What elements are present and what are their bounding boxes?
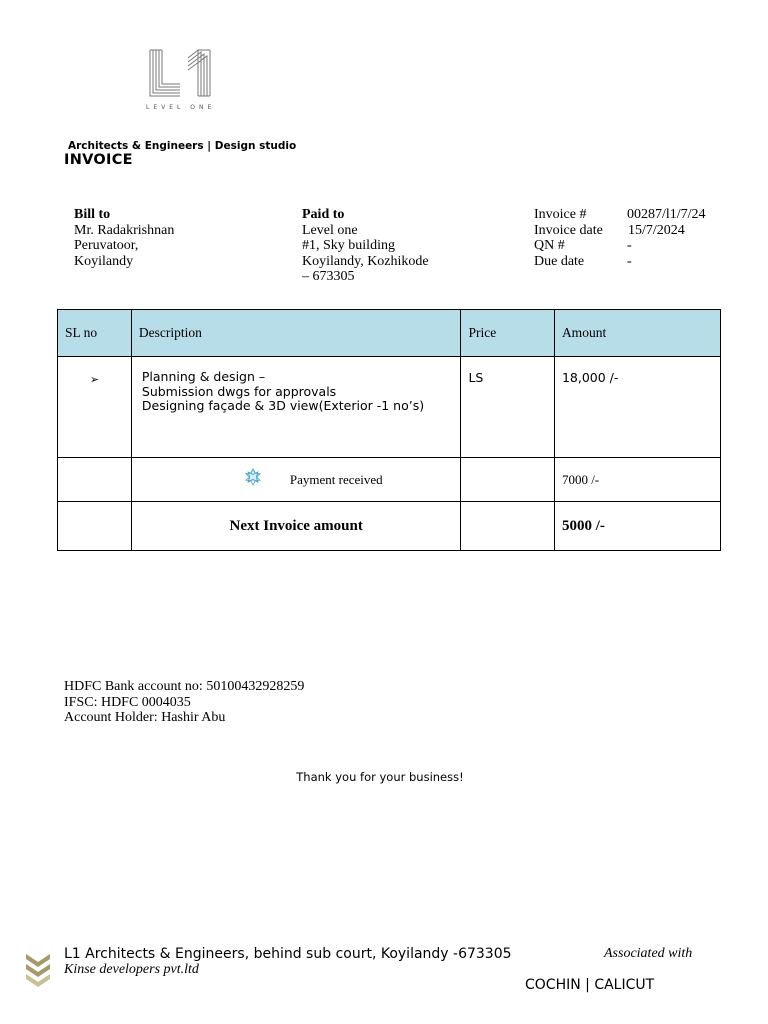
due-date-row [534,254,706,270]
star-icon [244,468,262,486]
bill-to-line: Peruvatoor, [74,238,139,253]
document-title: INVOICE [64,152,133,168]
paid-to-heading: Paid to [302,207,345,222]
footer-associate-name: Kinse developers pvt.ltd [64,962,199,977]
bank-details [64,679,304,726]
header-amount: Amount [554,310,720,357]
bank-ifsc: IFSC: HDFC 0004035 [64,694,191,710]
header-description: Description [131,310,461,357]
paid-to-line: Level one [302,222,358,238]
table-row [58,357,721,458]
next-invoice-label: Next Invoice amount [229,517,363,534]
invoice-number-row [534,207,706,223]
logo-subtext: LEVEL ONE [146,104,216,111]
invoice-items-table [57,309,721,551]
sl-cell [58,458,132,502]
bank-holder: Account Holder: Hashir Abu [64,710,226,725]
meta-value: - [627,238,632,253]
price-cell [461,458,554,502]
l1-logo-mark-icon [138,40,230,102]
meta-label: Invoice # [534,207,587,222]
price-value: LS [468,370,484,385]
price-cell [461,357,554,458]
arrow-bullet-icon: ➢ [89,373,100,386]
amount-value: 18,000 /- [561,370,619,385]
table-row [58,458,721,502]
chevron-stack-icon [26,954,50,988]
paid-to-block [302,207,452,285]
bill-to-block [74,207,274,269]
company-tagline: Architects & Engineers | Design studio [68,140,297,152]
invoice-date-row [534,223,706,239]
meta-value: 00287/l1/7/24 [627,207,706,222]
next-invoice-amount: 5000 /- [561,517,605,534]
meta-label: Due date [534,253,585,269]
description-line: Designing façade & 3D view(Exterior -1 no’s) [141,398,425,413]
price-cell [461,502,554,551]
payment-amount: 7000 /- [561,471,600,487]
thank-you-note: Thank you for your business! [296,770,464,784]
bill-to-heading: Bill to [74,207,111,222]
table-row [58,502,721,551]
meta-label: Invoice date [534,222,603,238]
sl-cell [58,357,132,458]
bill-to-line: Mr. Radakrishnan [74,222,175,238]
footer-address: L1 Architects & Engineers, behind sub court, Koyilandy -673305 [64,946,512,962]
paid-to-line: – 673305 [302,269,355,284]
sl-cell [58,502,132,551]
header-price: Price [461,310,554,357]
meta-label: QN # [534,238,565,253]
amount-cell [554,458,720,502]
meta-value: - [627,253,632,269]
payment-received-cell [131,458,461,502]
bank-account: HDFC Bank account no: 50100432928259 [64,679,305,694]
description-line: Planning & design – [141,369,266,384]
paid-to-line: Koyilandy, Kozhikode [302,253,429,269]
invoice-meta [534,207,706,269]
header-sl-no: SL no [58,310,132,357]
meta-value: 15/7/2024 [628,222,685,238]
amount-cell [554,357,720,458]
footer-associated-with: Associated with [604,946,693,961]
description-cell [131,357,461,458]
footer-cities: COCHIN | CALICUT [525,977,655,993]
next-invoice-cell [131,502,461,551]
bill-to-line: Koyilandy [74,253,134,269]
qn-row [534,238,706,254]
description-line: Submission dwgs for approvals [141,383,337,399]
payment-received-label: Payment received [289,472,383,487]
amount-cell [554,502,720,551]
paid-to-line: #1, Sky building [302,238,395,253]
table-header-row [58,310,721,357]
